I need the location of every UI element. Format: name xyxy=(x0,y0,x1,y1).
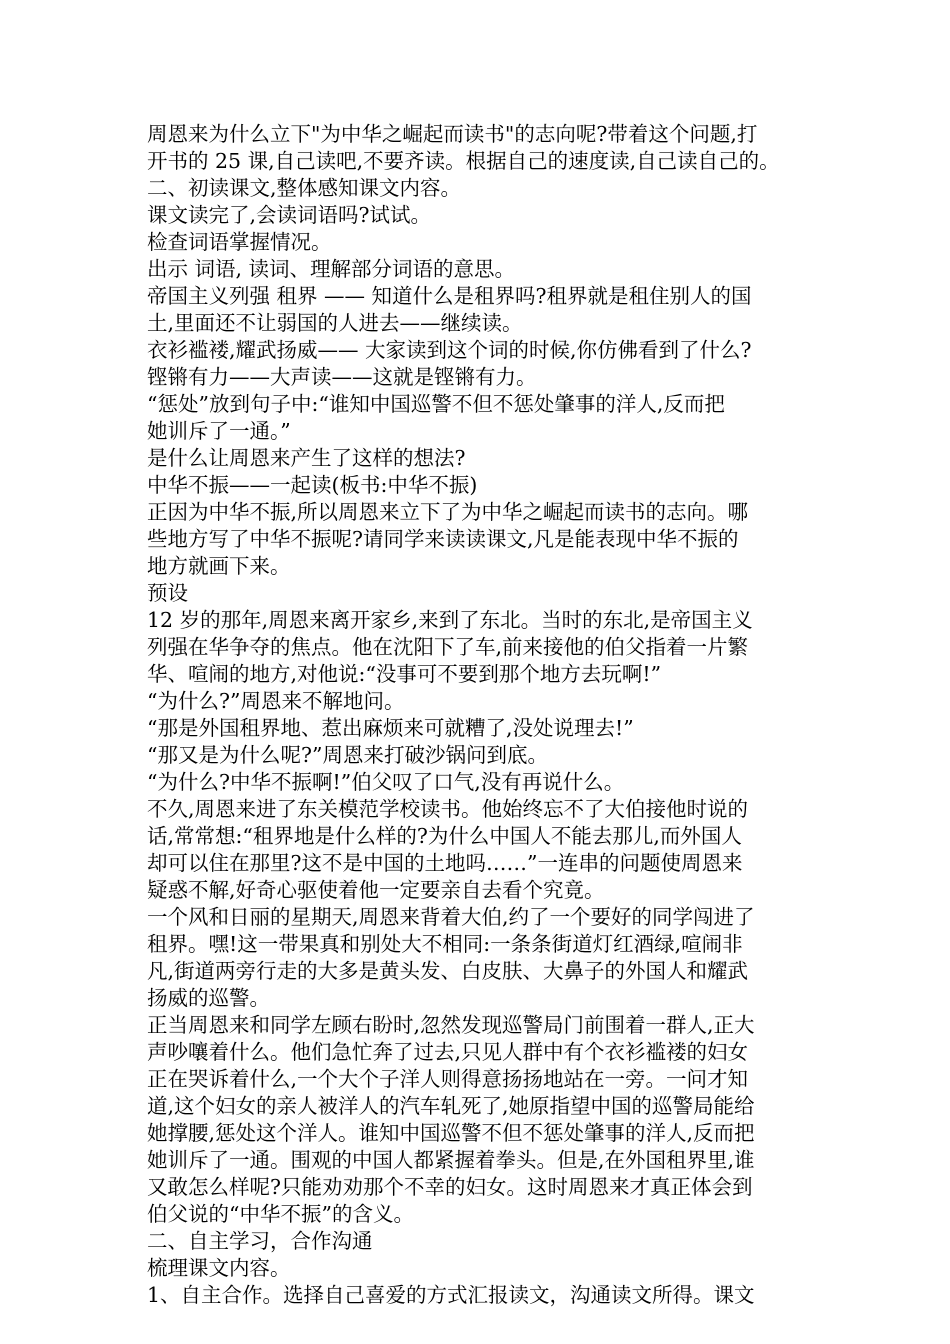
text-line: 不久,周恩来进了东关模范学校读书。他始终忘不了大伯接他时说的 xyxy=(147,797,749,821)
text-line: 凡,街道两旁行走的大多是黄头发、白皮肤、大鼻子的外国人和耀武 xyxy=(147,959,749,983)
text-line: 租界。嘿!这一带果真和别处大不相同:一条条街道灯红酒绿,喧闹非 xyxy=(147,932,743,956)
text-line: 正当周恩来和同学左顾右盼时,忽然发现巡警局门前围着一群人,正大 xyxy=(147,1013,755,1037)
text-line: 1、自主合作。选择自己喜爱的方式汇报读文，沟通读文所得。课文 xyxy=(147,1283,755,1307)
text-line: “那是外国租界地、惹出麻烦来可就糟了,没处说理去!” xyxy=(147,716,634,740)
text-line: 正因为中华不振,所以周恩来立下了为中华之崛起而读书的志向。哪 xyxy=(147,500,749,524)
text-line: 帝国主义列强 租界 —— 知道什么是租界吗?租界就是租住别人的国 xyxy=(147,284,752,308)
text-line: 声吵嚷着什么。他们急忙奔了过去,只见人群中有个衣衫褴褛的妇女 xyxy=(147,1040,749,1064)
section-heading: 二、自主学习，合作沟通 xyxy=(147,1229,373,1253)
text-line: 她撑腰,惩处这个洋人。谁知中国巡警不但不惩处肇事的洋人,反而把 xyxy=(147,1121,755,1145)
text-line: 预设 xyxy=(147,581,188,605)
text-line: 是什么让周恩来产生了这样的想法? xyxy=(147,446,466,470)
text-line: 她训斥了一通。围观的中国人都紧握着拳头。但是,在外国租界里,谁 xyxy=(147,1148,755,1172)
text-line: 12 岁的那年,周恩来离开家乡,来到了东北。当时的东北,是帝国主义 xyxy=(147,608,753,632)
text-line: 周恩来为什么立下"为中华之崛起而读书"的志向呢?带着这个问题,打 xyxy=(147,122,758,146)
section-heading: 二、初读课文,整体感知课文内容。 xyxy=(147,176,462,200)
text-line: 开书的 25 课,自己读吧,不要齐读。根据自己的速度读,自己读自己的。 xyxy=(147,149,780,173)
text-line: 课文读完了,会读词语吗?试试。 xyxy=(147,203,432,227)
document-page xyxy=(147,121,810,1309)
text-line: 列强在华争夺的焦点。他在沈阳下了车,前来接他的伯父指着一片繁 xyxy=(147,635,749,659)
text-line: 伯父说的“中华不振”的含义。 xyxy=(147,1202,414,1226)
text-line: 疑惑不解,好奇心驱使着他一定要亲自去看个究竟。 xyxy=(147,878,605,902)
text-line: 衣衫褴褛,耀武扬威—— 大家读到这个词的时候,你仿佛看到了什么? xyxy=(147,338,752,362)
text-line: 些地方写了中华不振呢?请同学来读读课文,凡是能表现中华不振的 xyxy=(147,527,739,551)
text-line: 检查词语掌握情况。 xyxy=(147,230,332,254)
text-line: 地方就画下来。 xyxy=(147,554,291,578)
text-line: 又敢怎么样呢?只能劝劝那个不幸的妇女。这时周恩来才真正体会到 xyxy=(147,1175,753,1199)
text-line: “那又是为什么呢?”周恩来打破沙锅问到底。 xyxy=(147,743,548,767)
text-line: “惩处”放到句子中:“谁知中国巡警不但不惩处肇事的洋人,反而把 xyxy=(147,392,725,416)
text-line: 话,常常想:“租界地是什么样的?为什么中国人不能去那儿,而外国人 xyxy=(147,824,742,848)
text-line: 铿锵有力——大声读——这就是铿锵有力。 xyxy=(147,365,537,389)
text-line: 扬威的巡警。 xyxy=(147,986,270,1010)
text-line: 道,这个妇女的亲人被洋人的汽车轧死了,她原指望中国的巡警局能给 xyxy=(147,1094,755,1118)
text-line: 一个风和日丽的星期天,周恩来背着大伯,约了一个要好的同学闯进了 xyxy=(147,905,755,929)
text-line: 出示 词语, 读词、理解部分词语的意思。 xyxy=(147,257,516,281)
text-line: 正在哭诉着什么,一个大个子洋人则得意扬扬地站在一旁。一问才知 xyxy=(147,1067,749,1091)
text-line: 她训斥了一通。” xyxy=(147,419,291,443)
text-line: 华、喧闹的地方,对他说:“没事可不要到那个地方去玩啊!” xyxy=(147,662,662,686)
text-line: 土,里面还不让弱国的人进去——继续读。 xyxy=(147,311,523,335)
text-line: 中华不振——一起读(板书:中华不振) xyxy=(147,473,478,497)
text-line: “为什么?”周恩来不解地问。 xyxy=(147,689,405,713)
text-line: “为什么?中华不振啊!”伯父叹了口气,没有再说什么。 xyxy=(147,770,625,794)
text-line: 梳理课文内容。 xyxy=(147,1256,291,1280)
text-line: 却可以住在那里?这不是中国的土地吗……”一连串的问题使周恩来 xyxy=(147,851,743,875)
